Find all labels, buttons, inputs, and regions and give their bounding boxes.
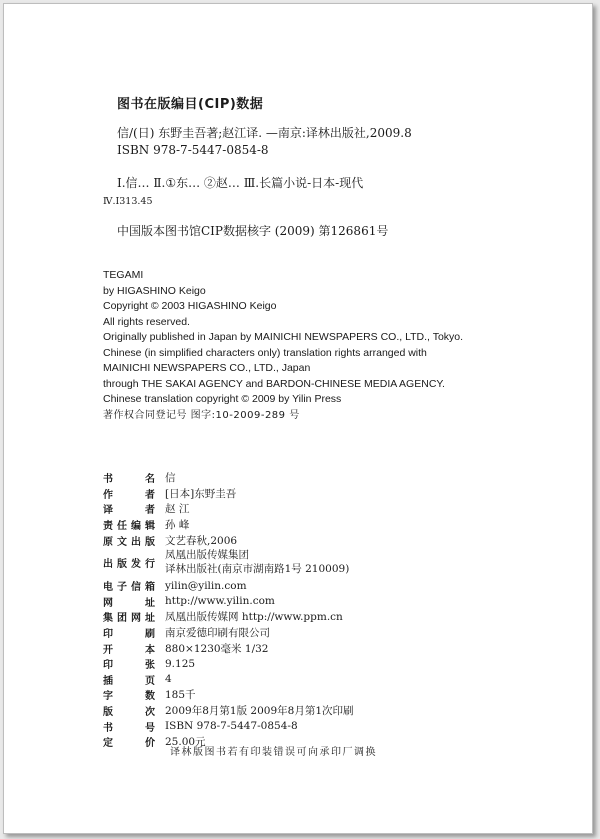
- details-value: [165, 486, 236, 501]
- footer-note: 译林版图书若有印装错误可向承印厂调换: [170, 747, 377, 758]
- details-value-line: 赵 江: [165, 503, 190, 516]
- publication-details-table: [103, 470, 354, 750]
- english-line: through THE SAKAI AGENCY and BARDON-CHINESE MEDIA AGENCY.: [103, 377, 445, 390]
- details-row: [103, 532, 238, 548]
- details-value-line: 南京爱德印刷有限公司: [165, 627, 270, 640]
- details-row: [103, 501, 190, 517]
- details-label: 开 本: [103, 644, 155, 656]
- details-row: [103, 548, 350, 578]
- details-row: [103, 470, 176, 486]
- cip-bibliographic-line: 信/(日) 东野圭吾著;赵江译. —南京:译林出版社,2009.8: [117, 126, 412, 140]
- details-row: [103, 703, 354, 719]
- details-value-line: ISBN 978-7-5447-0854-8: [165, 720, 298, 733]
- details-row: [103, 718, 298, 734]
- english-line: TEGAMI: [103, 269, 144, 281]
- details-row: [103, 672, 172, 688]
- cip-classification-line: Ⅳ.I313.45: [103, 196, 153, 207]
- details-label: 版 次: [103, 707, 155, 719]
- details-value: [165, 687, 196, 702]
- details-value: [165, 673, 172, 685]
- details-value: [165, 533, 237, 548]
- cip-subject-line: Ⅰ.信… Ⅱ.①东… ②赵… Ⅲ.长篇小说-日本-现代: [117, 176, 364, 190]
- english-line: Chinese translation copyright © 2009 by Yilin Press: [103, 393, 342, 405]
- details-label: 集 团 网 址: [103, 613, 155, 625]
- details-label: 网 址: [103, 597, 155, 609]
- details-label: 印 刷: [103, 629, 155, 641]
- english-line: by HIGASHINO Keigo: [103, 284, 206, 297]
- details-label: 译 者: [103, 505, 155, 517]
- details-value: [165, 580, 247, 592]
- english-line: MAINICHI NEWSPAPERS CO., LTD., Japan: [103, 362, 311, 374]
- details-value-line: 880×1230毫米 1/32: [165, 642, 269, 655]
- details-value: [165, 595, 275, 607]
- details-value: [165, 658, 195, 670]
- details-label: 责 任 编 辑: [103, 521, 155, 533]
- details-value-line: 4: [165, 673, 172, 686]
- details-label: 作 者: [103, 489, 155, 501]
- details-value-line: 凤凰出版传媒网 http://www.ppm.cn: [165, 611, 343, 624]
- details-value-line: 25.00元: [165, 736, 206, 749]
- details-label: 书 名: [103, 474, 155, 486]
- details-row: [103, 486, 237, 502]
- details-row: [103, 609, 343, 625]
- details-row: [103, 594, 275, 610]
- details-label: 出 版 发 行: [103, 559, 155, 571]
- details-value-line: 信: [165, 472, 176, 485]
- details-row: [103, 687, 196, 703]
- details-value: [165, 517, 189, 532]
- details-value-line: 文艺春秋,2006: [165, 534, 238, 547]
- details-row: [103, 625, 270, 641]
- details-label: 电 子 信 箱: [103, 582, 155, 594]
- details-row: [103, 578, 247, 594]
- contract-registration-number: 著作权合同登记号 图字:10-2009-289 号: [103, 409, 300, 421]
- details-value-line: 孙 峰: [165, 519, 190, 532]
- details-value: [165, 501, 189, 516]
- details-value-line: 译林出版社(南京市湖南路1号 210009): [165, 563, 350, 576]
- details-row: [103, 734, 206, 750]
- details-value-line: 2009年8月第1版 2009年8月第1次印刷: [165, 705, 354, 718]
- details-value: [165, 609, 343, 624]
- details-value-line: 凤凰出版传媒集团: [165, 548, 249, 561]
- details-value: [165, 625, 270, 640]
- english-line: Originally published in Japan by MAINICHI NEWSPAPERS CO., LTD., Tokyo.: [103, 331, 464, 343]
- details-row: [103, 517, 190, 533]
- cip-isbn-line: ISBN 978-7-5447-0854-8: [117, 143, 269, 157]
- english-line: Copyright © 2003 HIGASHINO Keigo: [103, 300, 277, 312]
- copyright-page: [3, 3, 593, 834]
- details-row: [103, 640, 269, 656]
- details-label: 书 号: [103, 722, 155, 734]
- details-label: 字 数: [103, 691, 155, 703]
- details-value: [165, 470, 176, 485]
- cip-title: 图书在版编目(CIP)数据: [117, 97, 264, 112]
- details-value-line: http://www.yilin.com: [165, 595, 275, 608]
- details-value: [165, 548, 349, 577]
- details-label: 插 页: [103, 675, 155, 687]
- details-value-line: [日本]东野圭吾: [165, 487, 237, 500]
- details-value-line: 185千: [165, 689, 196, 702]
- details-value-line: yilin@yilin.com: [165, 579, 247, 592]
- details-value: [165, 703, 354, 718]
- details-label: 印 张: [103, 660, 155, 672]
- english-line: Chinese (in simplified characters only) translation rights arranged with: [103, 346, 427, 359]
- details-value-line: 9.125: [165, 657, 196, 670]
- cip-record-number: 中国版本图书馆CIP数据核字 (2009) 第126861号: [117, 224, 389, 238]
- details-row: [103, 656, 196, 672]
- details-value: [165, 720, 298, 732]
- english-line: All rights reserved.: [103, 315, 190, 328]
- details-label: 定 价: [103, 738, 155, 750]
- details-value: [165, 641, 268, 656]
- details-label: 原 文 出 版: [103, 536, 155, 548]
- english-rights-block: [103, 268, 463, 423]
